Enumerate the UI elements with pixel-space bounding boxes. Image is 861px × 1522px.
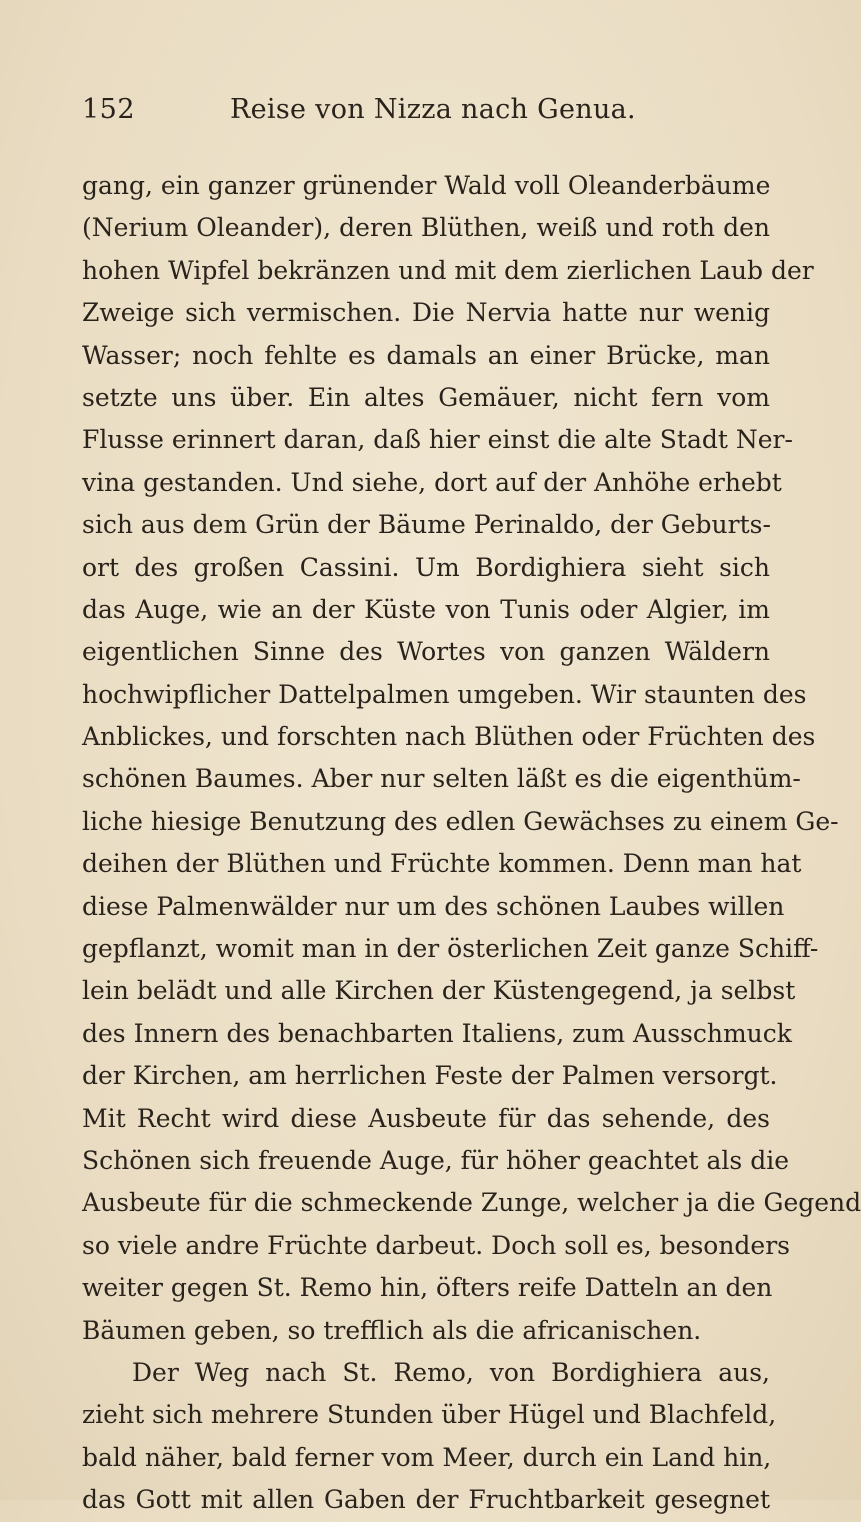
text-line: Flusse erinnert daran, daß hier einst die alte Stadt Ner- [82,425,793,455]
text-line: das Gott mit allen Gaben der Fruchtbarkeit gesegnet [82,1485,770,1515]
text-line: hohen Wipfel bekränzen und mit dem zierlichen Laub der [82,255,814,285]
text-line: der Kirchen, am herrlichen Feste der Palmen versorgt. [82,1061,778,1091]
text-line: Mit Recht wird diese Ausbeute für das sehende, des [82,1103,770,1133]
text-line: so viele andre Früchte darbeut. Doch soll es, besonders [82,1230,791,1260]
text-line: liche hiesige Benutzung des edlen Gewächses zu einem Ge- [82,806,839,836]
text-line: zieht sich mehrere Stunden über Hügel und Blachfeld, [82,1400,777,1430]
running-head: Reise von Nizza nach Genua. [230,94,636,125]
text-line: schönen Baumes. Aber nur selten läßt es die eigenthüm- [82,764,801,794]
text-line: Anblickes, und forschten nach Blüthen oder Früchten des [82,722,816,752]
text-line: hochwipflicher Dattelpalmen umgeben. Wir staunten des [82,679,807,709]
text-line: sich aus dem Grün der Bäume Perinaldo, der Geburts- [82,510,771,540]
text-line: deihen der Blüthen und Früchte kommen. Denn man hat [82,849,802,879]
text-line: Schönen sich freuende Auge, für höher geachtet als die [82,1145,789,1175]
text-line: diese Palmenwälder nur um des schönen Laubes willen [82,891,785,921]
page-number: 152 [82,94,136,125]
text-line: lein belädt und alle Kirchen der Küstengegend, ja selbst [82,976,796,1006]
text-line: bald näher, bald ferner vom Meer, durch ein Land hin, [82,1442,772,1472]
text-line: ort des großen Cassini. Um Bordighiera sieht sich [82,552,770,582]
text-line: weiter gegen St. Remo hin, öfters reife Datteln an den [82,1273,773,1303]
text-line: des Innern des benachbarten Italiens, zum Ausschmuck [82,1018,792,1048]
text-line: Wasser; noch fehlte es damals an einer Brücke, man [82,340,770,370]
text-line: Zweige sich vermischen. Die Nervia hatte nur wenig [82,298,770,328]
text-line: (Nerium Oleander), deren Blüthen, weiß und roth den [82,213,770,243]
text-line: gang, ein ganzer grünender Wald voll Oleanderbäume [82,171,771,200]
text-line: setzte uns über. Ein altes Gemäuer, nicht fern vom [82,382,770,412]
text-line: das Auge, wie an der Küste von Tunis oder Algier, im [82,594,770,624]
text-line: Der Weg nach St. Remo, von Bordighiera aus, [132,1357,770,1387]
body-text [82,165,861,1522]
text-line: vina gestanden. Und siehe, dort auf der Anhöhe erhebt [82,467,782,497]
page-header [82,88,712,128]
text-line: gepflanzt, womit man in der österlichen Zeit ganze Schiff- [82,934,819,964]
text-line: eigentlichen Sinne des Wortes von ganzen Wäldern [82,637,770,667]
text-line: Bäumen geben, so trefflich als die africanischen. [82,1315,702,1345]
text-line: Ausbeute für die schmeckende Zunge, welcher ja die Gegend [82,1188,861,1218]
